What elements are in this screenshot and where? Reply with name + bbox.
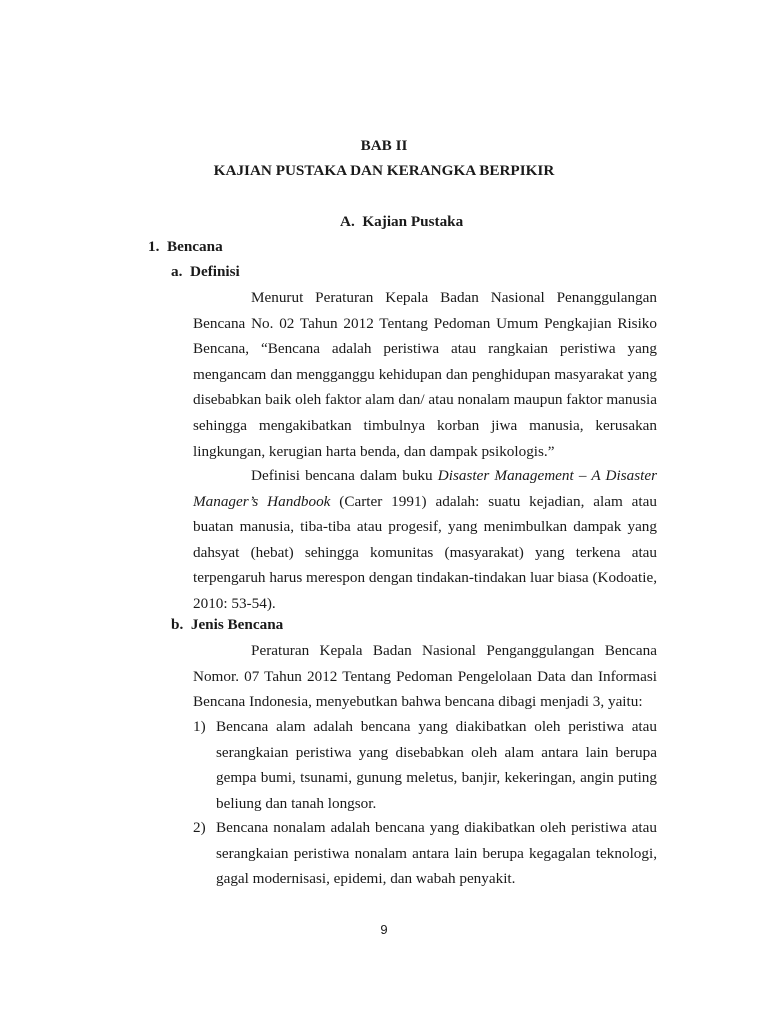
subsection-title: Bencana <box>166 238 223 255</box>
disaster-types-intro: Peraturan Kepala Badan Nasional Penganggulangan Bencana Nomor. 07 Tahun 2012 Tentang Pedoman Pengelolaan Data dan Informasi Bencana Indonesia, menyebutkan bahwa bencana dibagi menjadi 3, yaitu: <box>193 642 657 711</box>
list-item-number: 2) <box>193 819 206 836</box>
section-title: Kajian Pustaka <box>362 213 464 230</box>
definition-paragraph-1: Menurut Peraturan Kepala Badan Nasional Penanggulangan Bencana No. 02 Tahun 2012 Tentang Pedoman Umum Pengkajian Risiko Bencana, “Bencana adalah peristiwa atau rangkaian peristiwa yang mengancam dan mengganggu kehidupan dan penghidupan masyarakat yang disebabkan baik oleh faktor alam dan/ atau nonalam maupun faktor manusia sehingga mengakibatkan timbulnya korban jiwa manusia, kerusakan lingkungan, kerugian harta benda, dan dampak psikologis.” <box>193 289 657 460</box>
part-b-title: Jenis Bencana <box>190 616 284 633</box>
chapter-title: KAJIAN PUSTAKA DAN KERANGKA BERPIKIR <box>213 162 555 179</box>
paragraph-2-text-start: Definisi bencana dalam buku <box>251 467 438 484</box>
subsection-heading <box>148 238 223 256</box>
part-b-heading <box>171 616 283 634</box>
section-heading <box>340 213 463 231</box>
definition-paragraph-2 <box>193 463 657 617</box>
part-a-heading <box>171 263 240 281</box>
part-a-title: Definisi <box>189 263 240 280</box>
list-item-number: 1) <box>193 718 206 735</box>
section-number: A. <box>340 213 355 230</box>
chapter-label: BAB II <box>360 137 408 154</box>
book-title: Disaster Management – A Disaster Manager’s Handbook <box>193 467 657 510</box>
paragraph-2-text-end: (Carter 1991) adalah: suatu kejadian, alam atau buatan manusia, tiba-tiba atau progesif, yang menimbulkan dampak yang dahsyat (hebat) sehingga komunitas (masyarakat) yang terkena atau terpengaruh harus merespon dengan tindakan-tindakan luar biasa (Kodoatie, 2010: 53-54). <box>193 492 657 612</box>
page-number: 9 <box>380 922 388 937</box>
subsection-number: 1. <box>148 238 160 255</box>
part-a-number: a. <box>171 263 183 280</box>
part-b-number: b. <box>171 616 184 633</box>
list-item-nonnatural-disaster: Bencana nonalam adalah bencana yang diakibatkan oleh peristiwa atau serangkaian peristiwa nonalam antara lain berupa kegagalan teknologi, gagal modernisasi, epidemi, dan wabah penyakit. <box>216 819 657 888</box>
list-item-natural-disaster: Bencana alam adalah bencana yang diakibatkan oleh peristiwa atau serangkaian peristiwa yang disebabkan oleh alam antara lain berupa gempa bumi, tsunami, gunung meletus, banjir, kekeringan, angin puting beliung dan tanah longsor. <box>216 718 657 812</box>
